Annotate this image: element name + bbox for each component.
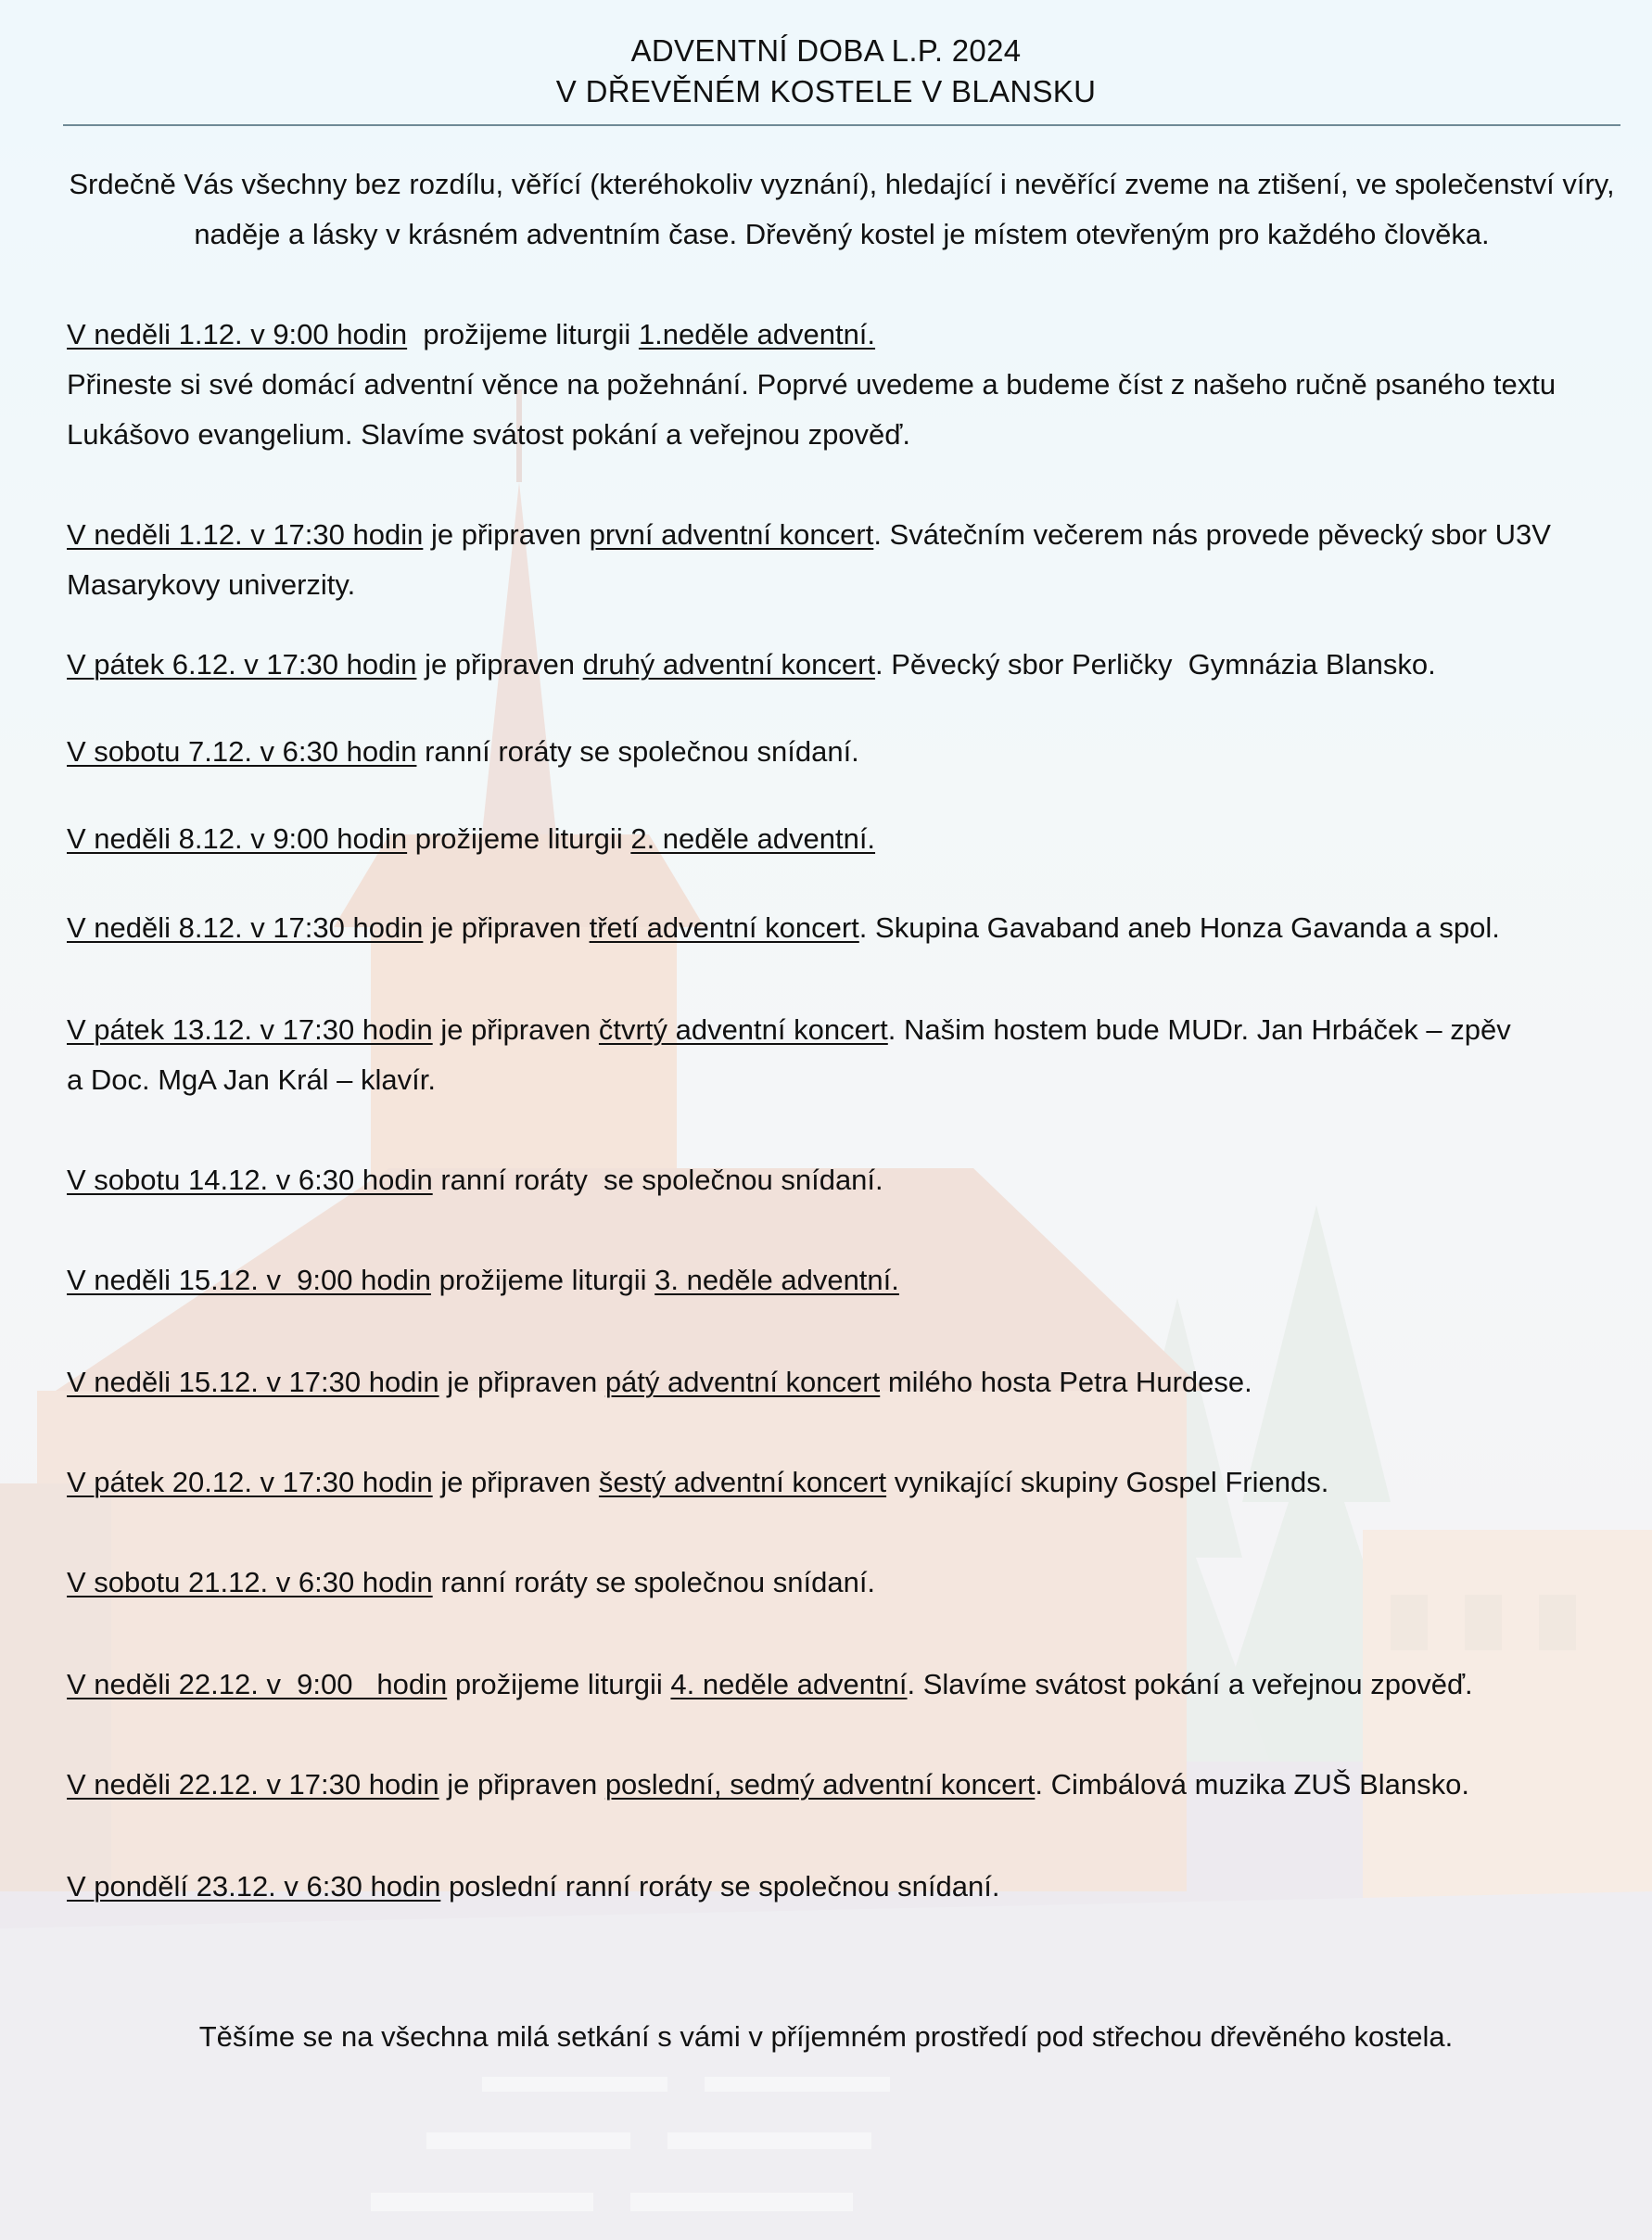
event-highlight: 2. neděle adventní.: [630, 822, 876, 855]
event-date: V pátek 13.12. v 17:30 hodin: [67, 1013, 433, 1046]
event-text: prožijeme liturgii: [407, 822, 631, 855]
event-item: [67, 1457, 1606, 1508]
event-text: ranní roráty se společnou snídaní.: [416, 735, 859, 768]
event-item: [67, 1155, 1606, 1205]
event-highlight: první adventní koncert: [589, 518, 874, 551]
event-text: je připraven: [438, 1366, 605, 1398]
event-item: [67, 1760, 1606, 1810]
event-date: V pátek 20.12. v 17:30 hodin: [67, 1466, 433, 1498]
event-text: ranní roráty se společnou snídaní.: [432, 1164, 883, 1196]
event-item: [67, 727, 1606, 777]
event-item: [67, 1255, 1606, 1305]
event-item: [67, 1660, 1606, 1710]
event-text: je připraven: [423, 911, 590, 944]
event-highlight: 3. neděle adventní.: [654, 1264, 899, 1296]
event-item: [67, 903, 1606, 953]
event-item: [67, 640, 1606, 690]
event-item: [67, 814, 1606, 864]
event-date: V pátek 6.12. v 17:30 hodin: [67, 648, 417, 681]
event-date: V neděli 22.12. v 9:00 hodin: [67, 1668, 448, 1700]
event-detail: Přineste si své domácí adventní věnce na požehnání. Poprvé uvedeme a budeme číst z našeho ručně psaného textu: [67, 368, 1557, 401]
event-text: ranní roráty se společnou snídaní.: [432, 1566, 876, 1598]
event-item: [67, 1862, 1606, 1912]
event-text: je připraven: [432, 1466, 599, 1498]
event-text: prožijeme liturgii: [430, 1264, 655, 1296]
event-item: [67, 310, 1606, 460]
intro-line: naděje a lásky v krásném adventním čase. Dřevěný kostel je místem otevřeným pro každého člověka.: [194, 218, 1490, 250]
event-highlight: druhý adventní koncert: [582, 648, 876, 681]
event-text: prožijeme liturgii: [407, 318, 639, 350]
event-highlight: třetí adventní koncert: [589, 911, 859, 944]
event-text: vynikající skupiny Gospel Friends.: [886, 1466, 1329, 1498]
event-text: je připraven: [432, 1013, 599, 1046]
event-item: [67, 1558, 1606, 1608]
event-text: je připraven: [416, 648, 583, 681]
title-divider: [63, 124, 1620, 126]
event-detail: a Doc. MgA Jan Král – klavír.: [67, 1063, 437, 1096]
event-highlight: 1.neděle adventní.: [638, 318, 876, 350]
intro-line: Srdečně Vás všechny bez rozdílu, věřící (kteréhokoliv vyznání), hledající i nevěřící zveme na ztišení, ve společenství víry,: [69, 168, 1615, 200]
event-date: V sobotu 7.12. v 6:30 hodin: [67, 735, 417, 768]
event-highlight: 4. neděle adventní: [670, 1668, 908, 1700]
event-item: [67, 1005, 1606, 1105]
event-highlight: poslední, sedmý adventní koncert: [604, 1768, 1036, 1801]
event-text: prožijeme liturgii: [447, 1668, 671, 1700]
event-highlight: pátý adventní koncert: [604, 1366, 881, 1398]
event-date: V neděli 8.12. v 9:00 hodin: [67, 822, 408, 855]
event-highlight: šestý adventní koncert: [598, 1466, 887, 1498]
event-text: . Našim hostem bude MUDr. Jan Hrbáček – zpěv: [887, 1013, 1511, 1046]
event-text: . Cimbálová muzika ZUŠ Blansko.: [1035, 1768, 1469, 1801]
event-text: . Slavíme svátost pokání a veřejnou zpověď.: [907, 1668, 1473, 1700]
event-text: . Pěvecký sbor Perličky Gymnázia Blansko.: [875, 648, 1436, 681]
event-date: V neděli 8.12. v 17:30 hodin: [67, 911, 424, 944]
event-highlight: čtvrtý adventní koncert: [598, 1013, 888, 1046]
event-date: V pondělí 23.12. v 6:30 hodin: [67, 1870, 441, 1903]
page-subtitle: V DŘEVĚNÉM KOSTELE V BLANSKU: [555, 74, 1097, 108]
event-date: V sobotu 14.12. v 6:30 hodin: [67, 1164, 433, 1196]
page-title: ADVENTNÍ DOBA L.P. 2024: [630, 33, 1022, 68]
event-text: je připraven: [438, 1768, 605, 1801]
closing-line: Těšíme se na všechna milá setkání s vámi v příjemném prostředí pod střechou dřevěného kostela.: [198, 2020, 1454, 2053]
event-date: V sobotu 21.12. v 6:30 hodin: [67, 1566, 433, 1598]
event-date: V neděli 1.12. v 9:00 hodin: [67, 318, 408, 350]
event-detail: Lukášovo evangelium. Slavíme svátost pokání a veřejnou zpověď.: [67, 418, 910, 451]
event-date: V neděli 22.12. v 17:30 hodin: [67, 1768, 439, 1801]
event-text: milého hosta Petra Hurdese.: [880, 1366, 1252, 1398]
event-date: V neděli 1.12. v 17:30 hodin: [67, 518, 424, 551]
event-text: . Skupina Gavaband aneb Honza Gavanda a spol.: [858, 911, 1500, 944]
event-item: [67, 1357, 1606, 1407]
event-item: [67, 510, 1606, 610]
event-text: . Svátečním večerem nás provede pěvecký sbor U3V: [873, 518, 1551, 551]
event-text: poslední ranní roráty se společnou snídaní.: [440, 1870, 1000, 1903]
event-detail: Masarykovy univerzity.: [67, 568, 356, 601]
event-date: V neděli 15.12. v 9:00 hodin: [67, 1264, 431, 1296]
event-date: V neděli 15.12. v 17:30 hodin: [67, 1366, 439, 1398]
intro-paragraph: [63, 159, 1620, 260]
event-text: je připraven: [423, 518, 590, 551]
